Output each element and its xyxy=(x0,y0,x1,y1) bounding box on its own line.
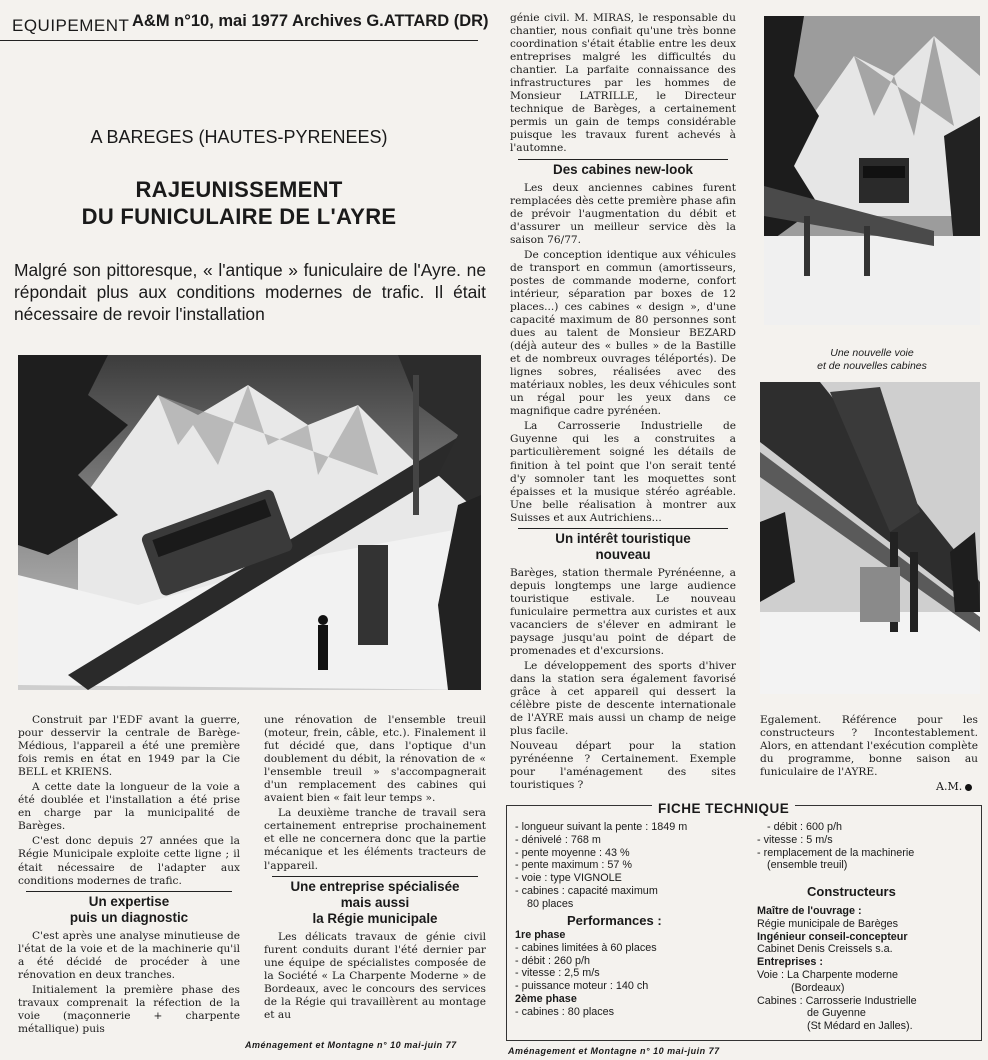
spec-line: 80 places xyxy=(527,897,574,910)
paragraph: Le développement des sports d'hiver dans la station sera également favorisé grâce à cet appareil qui dessert la célèbre piste de descente internationale de l'AYRE mais aussi un champ de neige plus facile. xyxy=(510,660,736,738)
phase-1-label: 1re phase xyxy=(515,929,566,941)
spec-line: - cabines : 80 places xyxy=(515,1005,615,1018)
spec-line: - puissance moteur : 140 ch xyxy=(515,980,649,993)
photo-caption xyxy=(764,347,980,373)
paragraph: De conception identique aux véhicules de transport en commun (amortisseurs, postes de commande moderne, confort intérieur, séparation par boxes de 12 places...) ces cabines « design », d'une capacité maximum de 80 personnes sont dues au talent de Monsieur BEZARD (déjà auteur des « bulles » de la Bastille et de nombreux ouvrages téléportés). De lignes sobres, réalisées avec des matériaux nobles, les deux véhicules sont un régal pour les yeux dans ce magnifique cadre pyrénéen. xyxy=(510,248,736,418)
article-column-3 xyxy=(510,12,736,795)
spec-line: - dénivelé : 768 m xyxy=(515,833,601,846)
heading-rule xyxy=(272,876,478,877)
maitre-value: Régie municipale de Barèges xyxy=(757,917,899,930)
article-column-2 xyxy=(264,714,486,1024)
page-footer-right: Aménagement et Montagne n° 10 mai-juin 77 xyxy=(508,1046,720,1056)
page-footer-left: Aménagement et Montagne n° 10 mai-juin 77 xyxy=(245,1040,457,1050)
spec-line: - débit : 600 p/h xyxy=(767,821,843,833)
maitre-label: Maître de l'ouvrage : xyxy=(757,905,862,917)
fiche-constructeurs xyxy=(757,905,917,1033)
funicular-photo-art xyxy=(18,355,481,690)
spec-line: - vitesse : 2,5 m/s xyxy=(515,967,600,980)
entreprises-label: Entreprises : xyxy=(757,956,824,969)
paragraph: Construit par l'EDF avant la guerre, pour desservir la centrale de Barège-Médious, l'appareil a été une première fois remis en état en 1949 par la Cie BELL et KRIENS. xyxy=(18,714,240,779)
entreprise-line: Voie : La Charpente moderne xyxy=(757,968,899,981)
heading-line-3: la Régie municipale xyxy=(312,910,438,926)
fiche-performances xyxy=(515,929,657,1019)
paragraph: La Carrosserie Industrielle de Guyenne qui les a construites a particulièrement soigné les détails de finition à tel point que l'on serait tenté d'y somnoler tant les moquettes sont épaisses et la musique stéréo agréable. Une belle réalisation à montrer aux Suisses et aux Autrichiens... xyxy=(510,420,736,524)
section-heading-cabines xyxy=(510,159,736,178)
spec-line: - cabines limitées à 60 places xyxy=(515,941,657,954)
fiche-specs-left xyxy=(515,821,687,911)
section-heading-entreprise xyxy=(264,876,486,927)
article-column-1 xyxy=(18,714,240,1038)
spec-line: - débit : 260 p/h xyxy=(515,954,591,967)
heading-line-1: Un intérêt touristique xyxy=(555,530,691,546)
article-place: A BAREGES (HAUTES-PYRENEES) xyxy=(90,127,388,147)
heading-rule xyxy=(518,159,728,160)
header-rule xyxy=(0,40,478,41)
spec-line: - pente moyenne : 43 % xyxy=(515,846,630,859)
heading-line-2: mais aussi xyxy=(340,894,410,910)
funicular-photo-top-art xyxy=(764,16,980,325)
funicular-photo-top xyxy=(764,16,980,325)
spec-line: - longueur suivant la pente : 1849 m xyxy=(515,821,688,833)
heading-rule xyxy=(26,891,232,892)
entreprise-line: (Bordeaux) xyxy=(791,981,845,994)
author-signature xyxy=(936,780,972,793)
paragraph: génie civil. M. MIRAS, le responsable du chantier, nous confiait qu'une très bonne coordination s'était établie entre les deux entreprises malgré les difficultés du chantier. La parfaite connaissance des infrastructures par les hommes de Monsieur LATRILLE, le Directeur technique de Barèges, a certainement permis un gain de temps considérable puisque les travaux furent achevés à l'automne. xyxy=(510,12,736,155)
paragraph: Egalement. Référence pour les constructeurs ? Incontestablement. Alors, en attendant l'exécution complète du programme, bonne saison au funiculaire de l'AYRE. xyxy=(760,714,978,779)
paragraph: C'est donc depuis 27 années que la Régie Municipale exploite cette ligne ; il était nécessaire de l'adapter aux conditions modernes de trafic. xyxy=(18,835,240,887)
paragraph: Barèges, station thermale Pyrénéenne, a depuis longtemps une large audience touristique estivale. Le nouveau funiculaire permettra aux curistes et aux vacanciers de s'élever en admirant le paysage jusqu'au point de départ de promenades et d'excursions. xyxy=(510,566,736,658)
entreprise-line: Cabines : Carrosserie Industrielle xyxy=(757,994,917,1007)
section-label: EQUIPEMENT xyxy=(12,16,130,35)
spec-line: - vitesse : 5 m/s xyxy=(757,833,833,846)
funicular-main-photo xyxy=(18,355,481,690)
entreprise-line: de Guyenne xyxy=(807,1007,866,1020)
spec-line: - pente maximum : 57 % xyxy=(515,859,633,872)
heading-line-1: Un expertise xyxy=(88,893,170,909)
paragraph: C'est après une analyse minutieuse de l'état de la voie et de la machinerie qu'il a été décidé de procéder à une rénovation en deux tranches. xyxy=(18,929,240,981)
performances-heading: Performances : xyxy=(567,913,662,928)
phase-2-label: 2ème phase xyxy=(515,992,577,1005)
spec-line: - remplacement de la machinerie xyxy=(757,846,915,859)
section-heading-touristique xyxy=(510,528,736,563)
spec-line: (ensemble treuil) xyxy=(767,859,848,872)
spec-line: - cabines : capacité maximum xyxy=(515,884,658,897)
heading-line-1: Des cabines new-look xyxy=(553,161,693,177)
paragraph: Les deux anciennes cabines furent remplacées dès cette première phase afin de prévoir l'augmentation du débit et d'assurer un meilleur service dès la saison 76/77. xyxy=(510,181,736,246)
funicular-photo-bottom-art xyxy=(760,382,980,694)
title-line-1: RAJEUNISSEMENT xyxy=(135,177,343,202)
paragraph: La deuxième tranche de travail sera certainement entreprise prochainement et elle ne concernera donc que la partie mécanique et les éléments tracteurs de l'appareil. xyxy=(264,807,486,872)
paragraph: Nouveau départ pour la station pyrénéenne ? Certainement. Exemple pour l'aménagement des sites touristiques ? xyxy=(510,740,736,792)
constructeurs-heading: Constructeurs xyxy=(807,884,896,899)
funicular-photo-bottom xyxy=(760,382,980,694)
source-credit: A&M n°10, mai 1977 Archives G.ATTARD (DR) xyxy=(132,12,489,30)
spec-line: - voie : type VIGNOLE xyxy=(515,872,622,885)
heading-line-2: puis un diagnostic xyxy=(69,909,189,925)
fiche-specs-right xyxy=(757,821,914,872)
paragraph: Initialement la première phase des travaux comprenait la réfection de la voie (maçonnerie + charpente métallique) puis xyxy=(18,983,240,1035)
entreprise-line: (St Médard en Jalles). xyxy=(807,1020,913,1033)
paragraph: A cette date la longueur de la voie a été doublée et l'installation a été prise en charge par la municipalité de Barèges. xyxy=(18,781,240,833)
paragraph: une rénovation de l'ensemble treuil (moteur, frein, câble, etc.). Finalement il fut décidé que, dans l'optique d'un doublement du débit, la rénovation de « l'ensemble treuil » s'accompagnerait d'un remplacement des cabines qui avaient bien « fait leur temps ». xyxy=(264,714,486,805)
heading-line-2: nouveau xyxy=(595,546,651,562)
end-mark-icon xyxy=(965,784,972,791)
ingenieur-value: Cabinet Denis Creissels s.a. xyxy=(757,943,893,956)
fiche-technique-title: FICHE TECHNIQUE xyxy=(652,801,795,816)
article-lead: Malgré son pittoresque, « l'antique » funiculaire de l'Ayre. ne répondait plus aux conditions modernes de trafic. Il était nécessaire de revoir l'installation xyxy=(14,260,486,324)
paragraph: Les délicats travaux de génie civil furent conduits durant l'été dernier par une équipe de spécialistes composée de la Société « La Charpente Moderne » de Bordeaux, avec le concours des services de la Régie qui travaillèrent au montage et au xyxy=(264,930,486,1021)
article-column-4 xyxy=(760,714,978,781)
section-heading-expertise xyxy=(18,891,240,926)
heading-rule xyxy=(518,528,728,529)
heading-line-1: Une entreprise spécialisée xyxy=(290,878,460,894)
title-line-2: DU FUNICULAIRE DE L'AYRE xyxy=(81,204,397,229)
signature-text: A.M. xyxy=(936,780,963,793)
caption-line-1: Une nouvelle voie xyxy=(830,347,914,359)
caption-line-2: et de nouvelles cabines xyxy=(817,360,927,372)
ingenieur-label: Ingénieur conseil-concepteur xyxy=(757,930,908,943)
article-title xyxy=(0,176,478,230)
